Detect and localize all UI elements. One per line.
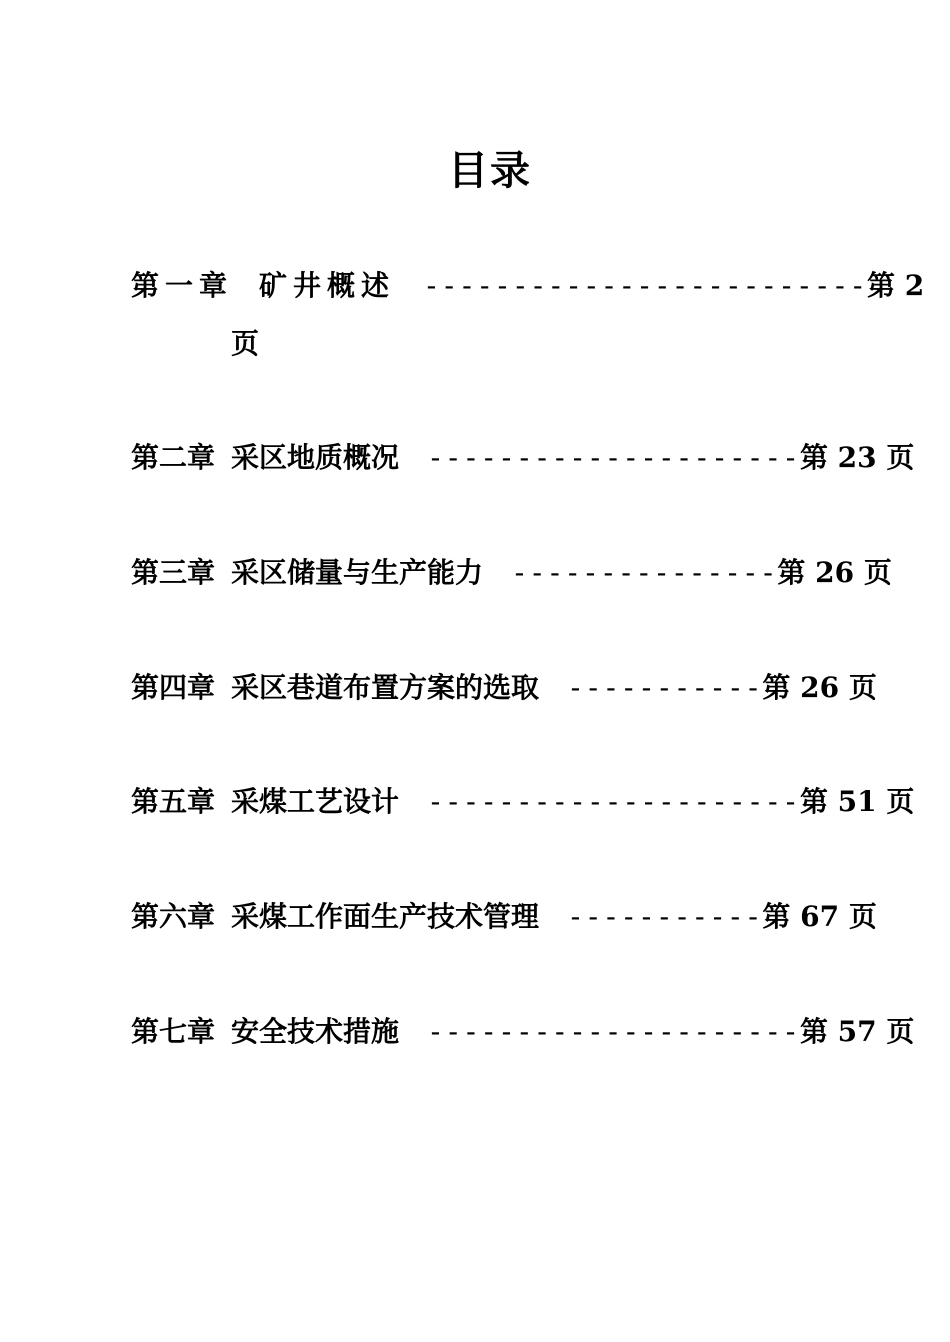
toc-chapter-label: 第六章: [131, 900, 216, 933]
toc-page-number-wrap: 页: [231, 327, 260, 360]
toc-entry-4: [131, 670, 877, 706]
toc-chapter-title: 采区储量与生产能力: [231, 556, 484, 589]
toc-chapter-label: 第一章: [131, 269, 234, 302]
toc-page-number: 第 26 页: [762, 671, 877, 704]
page-title: 目录: [448, 147, 532, 194]
toc-leader-dashes: -------------------------: [423, 269, 867, 302]
toc-chapter-title: 采区巷道布置方案的选取: [231, 671, 540, 704]
toc-chapter-title: 安全技术措施: [231, 1015, 400, 1048]
toc-chapter-label: 第四章: [131, 671, 216, 704]
toc-leader-dashes: ---------------------: [427, 441, 800, 474]
toc-page-number: 第 67 页: [762, 900, 877, 933]
toc-chapter-label: 第七章: [131, 1015, 216, 1048]
toc-chapter-label: 第三章: [131, 556, 216, 589]
toc-leader-dashes: -----------: [567, 671, 763, 704]
toc-entry-6: [131, 899, 877, 935]
toc-leader-dashes: -----------: [567, 900, 763, 933]
toc-page-number: 第 23 页: [799, 441, 915, 474]
toc-page-number: 第 57 页: [799, 1015, 915, 1048]
toc-chapter-title: 采区地质概况: [231, 441, 400, 474]
toc-page-number: 第 26 页: [777, 556, 892, 589]
toc-leader-dashes: ---------------------: [427, 1015, 800, 1048]
toc-chapter-label: 第五章: [131, 785, 216, 818]
toc-chapter-title: 采煤工艺设计: [231, 785, 400, 818]
toc-entry-7: [131, 1014, 914, 1050]
toc-entry-3: [131, 555, 892, 591]
toc-entry-5: [131, 784, 914, 820]
toc-entry-2: [131, 440, 914, 476]
toc-leader-dashes: ---------------------: [427, 785, 800, 818]
toc-chapter-title: 采煤工作面生产技术管理: [231, 900, 540, 933]
toc-chapter-label: 第二章: [131, 441, 216, 474]
toc-leader-dashes: ---------------: [511, 556, 778, 589]
toc-entry-1: [131, 268, 924, 304]
toc-chapter-title: 矿井概述: [259, 269, 396, 302]
toc-page-number: 第 2: [866, 269, 925, 302]
toc-page-number: 第 51 页: [799, 785, 915, 818]
